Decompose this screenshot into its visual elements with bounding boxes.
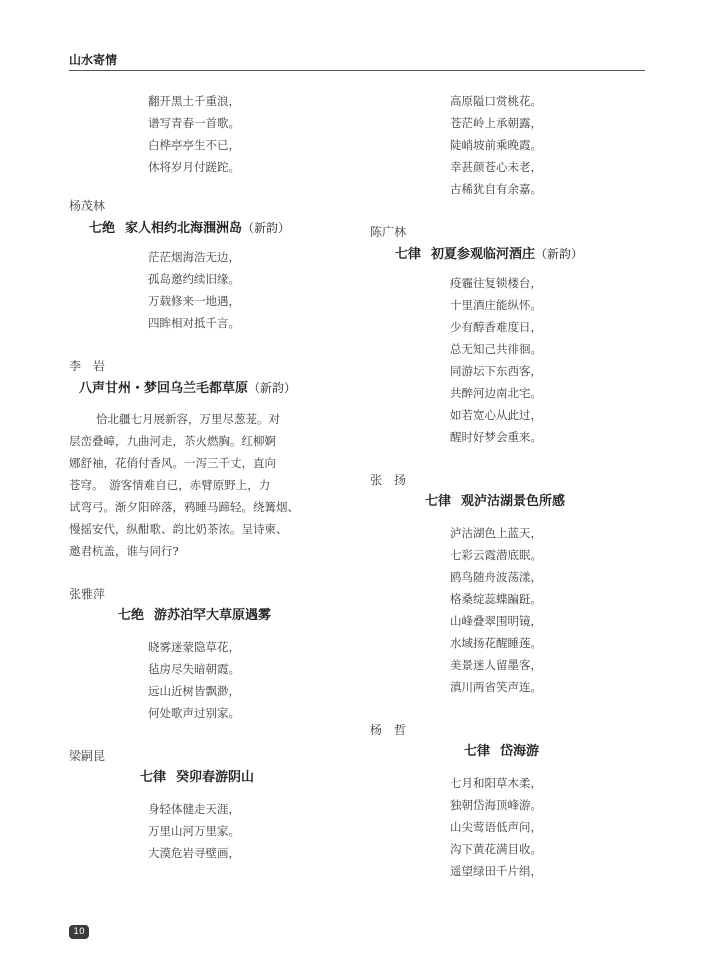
poem-prose xyxy=(69,408,359,562)
poem-block xyxy=(370,720,645,882)
poem-title-text: 家人相约北海涠洲岛 xyxy=(125,221,243,236)
verse-line: 水域扬花醒睡莲。 xyxy=(450,636,542,650)
poem-note: （新韵） xyxy=(242,221,291,235)
section-title: 山水寄情 xyxy=(69,53,118,67)
verse-line: 孤岛邀约续旧缘。 xyxy=(148,272,240,286)
verse-line: 滇川两省笑声连。 xyxy=(450,680,542,694)
prose-line: 苍穹。 游客情难自已，赤臂原野上，力 xyxy=(69,478,271,492)
verse-line: 四眸相对抵千言。 xyxy=(148,316,240,330)
verse-line: 总无知己共徘徊。 xyxy=(450,342,542,356)
page-number-badge: 10 xyxy=(69,925,89,939)
poem-title xyxy=(370,490,645,514)
poem-title-text: 岱海游 xyxy=(500,744,540,759)
poem-author: 杨茂林 xyxy=(69,199,106,213)
poem-title xyxy=(370,242,645,266)
poem-author: 陈广林 xyxy=(370,225,407,239)
poem-block xyxy=(69,746,359,864)
poem-author: 张雅萍 xyxy=(69,587,106,601)
verse-line: 少有醇香难度日， xyxy=(450,320,542,334)
poem-form: 七绝 xyxy=(118,608,145,623)
poem-author: 张 扬 xyxy=(370,473,407,487)
verse-line: 苍茫岭上承朝露， xyxy=(450,116,542,130)
verse-line: 身轻体健走天涯， xyxy=(148,802,240,816)
poem-title-text: 游苏泊罕大草原遇雾 xyxy=(154,608,272,623)
verse-line: 山峰叠翠围明镜， xyxy=(450,614,542,628)
verse-line: 毡房尽失暗朝霞。 xyxy=(148,662,240,676)
verse-line: 万里山河万里家。 xyxy=(148,824,240,838)
verse-line: 翻开黑土千重浪， xyxy=(148,94,240,108)
verse-line: 醒时好梦会重来。 xyxy=(450,430,542,444)
verse-line: 高原隘口赏桃花。 xyxy=(450,94,542,108)
poem-block xyxy=(69,356,359,562)
prose-line: 层峦叠嶂，九曲河走，苶火燃胸。红柳婀 xyxy=(69,434,276,448)
poem-title xyxy=(69,216,359,240)
poem-block xyxy=(69,584,359,724)
verse-line: 美景迷人留墨客， xyxy=(450,658,542,672)
prose-line: 试弯弓。渐夕阳碎落，鸦睡马蹄轻。绕篝烟、 xyxy=(69,500,299,514)
verse-line: 同游坛下东西客， xyxy=(450,364,542,378)
verse-line: 远山近树皆飘渺， xyxy=(148,684,240,698)
right-column xyxy=(370,90,645,882)
poem-body xyxy=(69,636,359,724)
prose-line: 娜舒袖，花俏付香风。一泻三千丈，直向 xyxy=(69,456,276,470)
poem-form: 七律 xyxy=(464,744,491,759)
verse-line: 泸沽湖色上蓝天， xyxy=(450,526,542,540)
poem-title xyxy=(69,766,359,790)
verse-line: 七月和阳草木柔， xyxy=(450,776,542,790)
poem-block xyxy=(69,196,359,334)
poem-title xyxy=(69,604,359,628)
poem-title-text: 观泸沽湖景色所感 xyxy=(461,494,566,509)
verse-line: 古稀犹自有余嘉。 xyxy=(450,182,542,196)
verse-line: 独朝岱海顶峰游。 xyxy=(450,798,542,812)
running-header xyxy=(69,48,645,71)
left-column xyxy=(69,90,359,864)
poem-body xyxy=(370,522,645,698)
prose-line: 慢摇安代，纵酣歌、韵比奶茶浓。呈诗柬、 xyxy=(69,522,288,536)
poem-note: （新韵） xyxy=(248,381,297,395)
poem-title xyxy=(69,376,359,400)
poem-block xyxy=(370,470,645,698)
verse-line: 白桦亭亭生不已， xyxy=(148,138,240,152)
verse-line: 十里酒庄能纵怀。 xyxy=(450,298,542,312)
poem-form: 七律 xyxy=(425,494,452,509)
verse-line: 如若宽心从此过， xyxy=(450,408,542,422)
verse-line: 七彩云霞潜底眠。 xyxy=(450,548,542,562)
poem-form: 七绝 xyxy=(89,221,116,236)
verse-line: 晓雾迷蒙隐草花， xyxy=(148,640,240,654)
poem-note: （新韵） xyxy=(535,247,584,261)
poem-body xyxy=(69,798,359,864)
continued-poem xyxy=(370,90,645,200)
verse-line: 鸥鸟随舟波荡漾， xyxy=(450,570,542,584)
continued-poem xyxy=(69,90,359,178)
poem-body xyxy=(69,246,359,334)
verse-line: 谱写青春一首歌。 xyxy=(148,116,240,130)
verse-line: 山尖莺语低声问， xyxy=(450,820,542,834)
poem-title-text: 癸卯春游阴山 xyxy=(176,770,255,785)
poem-title-text: 初夏参观临河酒庄 xyxy=(431,247,536,262)
poem-title xyxy=(370,740,645,764)
poem-author: 梁嗣昆 xyxy=(69,749,106,763)
verse-line: 格桑绽蕊蝶蹁跹。 xyxy=(450,592,542,606)
verse-line: 茫茫烟海浩无边， xyxy=(148,250,240,264)
poem-author: 杨 哲 xyxy=(370,723,407,737)
verse-line: 共醉河边南北宅。 xyxy=(450,386,542,400)
verse-line: 万载修来一地遇， xyxy=(148,294,240,308)
poem-author: 李 岩 xyxy=(69,359,106,373)
verse-line: 遥望绿田千片绢， xyxy=(450,864,542,878)
poem-title-text: 八声甘州・梦回乌兰毛都草原 xyxy=(79,381,249,396)
verse-line: 疫霾往复锁楼台， xyxy=(450,276,542,290)
verse-line: 沟下黄花满目收。 xyxy=(450,842,542,856)
verse-line: 休将岁月付蹉跎。 xyxy=(148,160,240,174)
poem-body xyxy=(370,272,645,448)
poem-form: 七律 xyxy=(395,247,422,262)
poem-form: 七律 xyxy=(140,770,167,785)
poem-body xyxy=(370,772,645,882)
prose-line: 邀君杭盖，谁与同行? xyxy=(69,544,179,558)
verse-line: 大漠危岩寻壁画， xyxy=(148,846,240,860)
poem-block xyxy=(370,222,645,448)
verse-line: 何处歌声过别家。 xyxy=(148,706,240,720)
verse-line: 幸甚颜苍心未老， xyxy=(450,160,542,174)
prose-line: 恰北疆七月展新容，万里尽葱茏。对 xyxy=(96,412,280,426)
verse-line: 陡峭坡前乘晚霞。 xyxy=(450,138,542,152)
